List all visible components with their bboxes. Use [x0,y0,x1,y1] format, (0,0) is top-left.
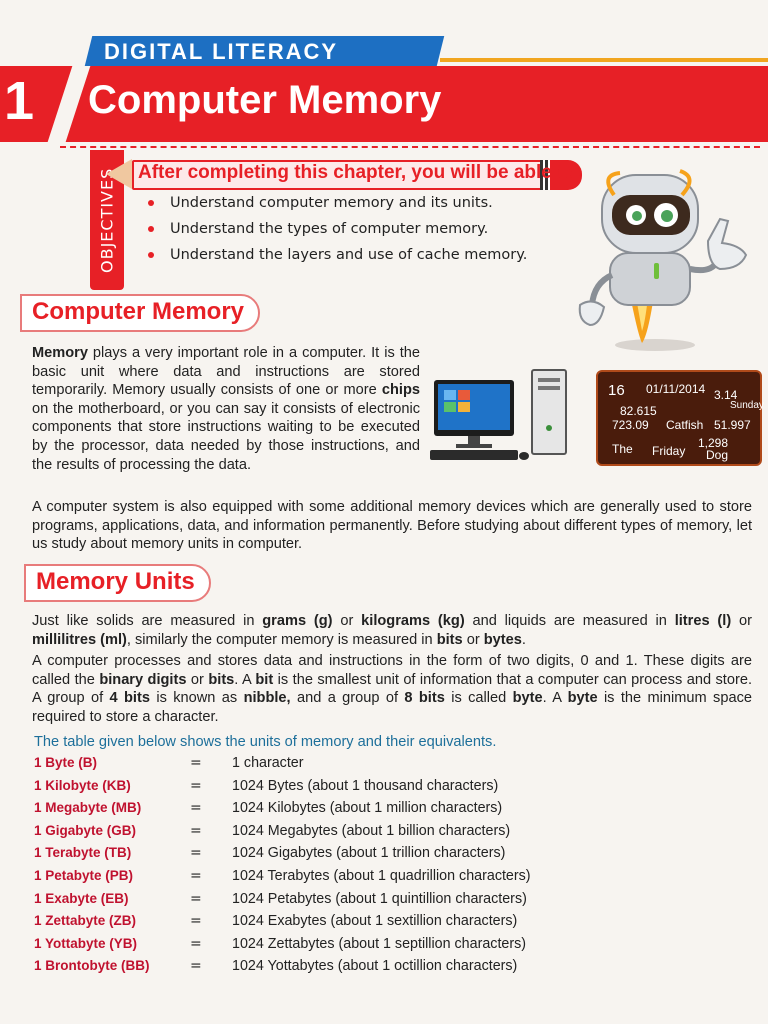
panel-value: Dog [706,448,729,462]
unit-name: 1 Terabyte (TB) [34,845,132,861]
bold-term: 8 bits [404,690,445,707]
pencil-tip [106,159,132,189]
equals-sign: = [190,890,202,907]
unit-equivalent: 1024 Exabytes (about 1 sextillion characters) [232,913,518,930]
section-heading-memory-units: Memory Units [24,564,211,602]
equals-sign: = [190,845,202,862]
objective-item: Understand the types of computer memory. [146,216,527,242]
objectives-intro: After completing this chapter, you will be able to: [138,162,582,183]
objective-item: Understand computer memory and its units. [146,190,527,216]
text-run: or [462,631,484,648]
text-run: on the motherboard, or you can say it consists of electronic components that store instructions waiting to be executed by the processor, data needed by those instructions, and the results of processing the data. [32,400,420,473]
panel-value: Sunday [730,400,764,411]
panel-value: 723.09 [612,418,649,432]
unit-name: 1 Zettabyte (ZB) [34,913,137,929]
memory-paragraph-1 [32,344,420,474]
panel-value: Friday [652,444,686,458]
panel-value: 82.615 [620,404,657,418]
unit-equivalent: 1024 Megabytes (about 1 billion characters) [232,822,511,839]
unit-name: 1 Byte (B) [34,755,98,770]
objectives-tab-label: OBJECTIVES [97,167,117,273]
units-paragraph-2 [32,652,752,726]
bold-term: millilitres (ml) [32,631,127,648]
bold-term: Memory [32,345,88,361]
equals-sign: = [190,800,202,817]
robot-indicator [654,263,659,279]
bold-term: 4 bits [109,690,150,707]
text-run: plays a very important role in a computer. It is the basic unit where data and instructions are stored temporarily. Memory usually consists of one or more [32,345,420,399]
series-title: DIGITAL LITERACY [104,39,339,64]
bold-term: nibble, [243,690,291,707]
panel-value: 3.14 [714,388,738,402]
text-run: . A [234,671,256,688]
objective-item: Understand the layers and use of cache memory. [146,242,527,268]
unit-equivalent: 1024 Gigabytes (about 1 trillion characters) [232,845,506,862]
text-run: A computer processes and stores data and instructions in the form of two digits, 0 and 1. These digits are called the [32,653,752,688]
section-heading-computer-memory: Computer Memory [20,294,260,332]
text-run: . A [542,690,568,707]
panel-value: The [612,442,633,456]
unit-name: 1 Yottabyte (YB) [34,935,138,951]
unit-name: 1 Petabyte (PB) [34,867,134,883]
unit-name: 1 Megabyte (MB) [34,800,142,816]
panel-value: 16 [608,382,625,399]
robot-body [610,253,690,305]
bold-term: bit [255,671,274,688]
chapter-title: Computer Memory [88,78,442,122]
unit-equivalent: 1024 Zettabytes (about 1 septillion characters) [232,935,527,952]
bold-term: bits [208,671,235,688]
text-run: is the smallest unit of information that a computer can process and store. A group of [32,671,752,707]
bold-term: byte [567,690,598,707]
bold-term: kilograms (kg) [361,613,465,629]
panel-value: 1,298 [698,436,729,450]
text-run: and liquids are measured in [464,613,675,629]
unit-name: 1 Kilobyte (KB) [34,777,131,793]
mouse [519,452,529,460]
robot-shadow [615,339,695,351]
equals-sign: = [190,913,202,930]
dashed-divider [60,146,760,148]
keyboard [430,450,518,460]
unit-equivalent: 1024 Yottabytes (about 1 octillion characters) [232,958,518,975]
bold-term: bits [436,631,463,648]
robot-illustration [570,165,760,355]
unit-name: 1 Gigabyte (GB) [34,822,137,838]
robot-visor [612,195,690,235]
panel-value: Catfish [666,418,704,432]
cpu-tower [532,370,566,454]
desktop-computer-illustration [430,368,570,464]
bold-term: binary digits [99,671,187,688]
unit-name: 1 Exabyte (EB) [34,890,129,906]
bold-term: byte [512,690,543,707]
text-run: . [521,631,526,648]
equals-sign: = [190,822,202,839]
header-rule [440,58,768,62]
text-run: or [731,613,752,629]
chapter-number: 1 [4,71,35,131]
bold-term: chips [381,382,420,399]
text-run: is called [444,690,513,707]
robot-hand-left [580,301,604,325]
text-run: is the minimum space required to store a character. [32,690,752,725]
equals-sign: = [190,935,202,952]
equals-sign: = [190,867,202,884]
unit-equivalent: 1 character [232,755,304,771]
text-run: is known as [149,690,244,707]
equals-sign: = [190,755,202,771]
equals-sign: = [190,958,202,975]
text-run: or [332,613,362,629]
units-paragraph-1 [32,612,752,649]
robot-arm-left [592,275,612,305]
bold-term: bytes [483,631,522,648]
bold-term: litres (l) [674,613,732,629]
unit-equivalent: 1024 Terabytes (about 1 quadrillion characters) [232,867,531,884]
table-caption: The table given below shows the units of memory and their equivalents. [34,734,497,750]
text-run: and a group of [290,690,405,707]
robot-pointing-hand [708,219,746,269]
panel-value: 51.997 [714,418,751,432]
objectives-list [146,190,527,268]
data-values-panel [596,370,762,466]
unit-equivalent: 1024 Kilobytes (about 1 million characters) [232,800,503,817]
text-run: Just like solids are measured in [32,613,263,629]
memory-paragraph-2: A computer system is also equipped with some additional memory devices which are generally used to store programs, applications, data, and information permanently. Before studying about different types of memory, let us study about memory units in computer. [32,499,752,553]
unit-name: 1 Brontobyte (BB) [34,958,150,974]
text-run: or [186,671,209,688]
bold-term: grams (g) [262,613,333,629]
text-run: , similarly the computer memory is measured in [126,631,437,648]
unit-equivalent: 1024 Bytes (about 1 thousand characters) [232,777,499,794]
equals-sign: = [190,777,202,794]
unit-equivalent: 1024 Petabytes (about 1 quintillion characters) [232,890,527,907]
panel-value: 01/11/2014 [646,382,706,396]
